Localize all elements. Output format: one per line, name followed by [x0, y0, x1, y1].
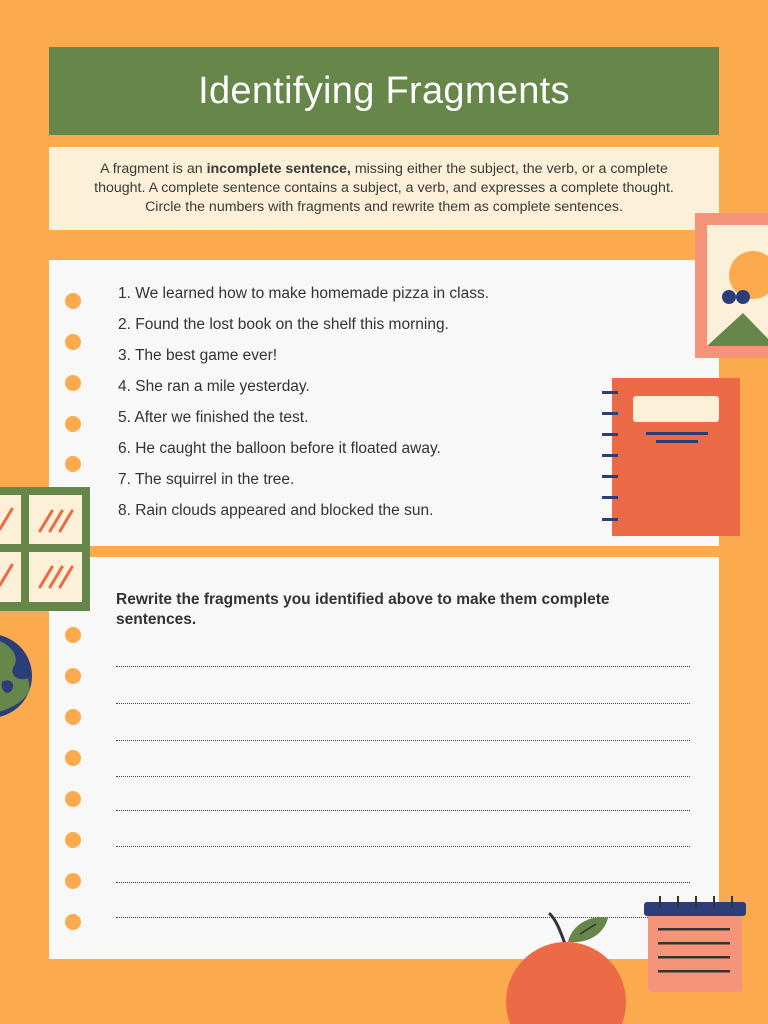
writing-line[interactable] — [116, 810, 690, 811]
sentence-item: 3. The best game ever! — [118, 347, 278, 364]
binder-hole — [65, 416, 81, 432]
binder-hole — [65, 750, 81, 766]
apple-icon — [500, 910, 630, 1024]
intro-text-bold: incomplete sentence, — [206, 161, 351, 177]
notebook-icon — [602, 378, 742, 538]
sentence-item: 2. Found the lost book on the shelf this morning. — [118, 316, 449, 333]
sentence-list — [118, 283, 489, 531]
writing-line[interactable] — [116, 666, 690, 667]
binder-hole — [65, 293, 81, 309]
binder-hole — [65, 914, 81, 930]
binder-hole — [65, 791, 81, 807]
sentence-item: 5. After we finished the test. — [118, 409, 309, 426]
intro-text-part1: A fragment is an — [100, 161, 207, 177]
binder-hole — [65, 709, 81, 725]
globe-icon — [0, 632, 34, 720]
sentence-item: 6. He caught the balloon before it floated away. — [118, 440, 441, 457]
intro-text-part2: missing either the subject, the verb, or a complete thought. A complete sentence contains a subject, a verb, and expresses a complete thought. Circle the numbers with fragments and rewrite them as complete sentences. — [94, 161, 674, 215]
window-icon — [0, 487, 92, 613]
sentence-item: 1. We learned how to make homemade pizza in class. — [118, 285, 490, 302]
writing-line[interactable] — [116, 776, 690, 777]
page-title-text: Identifying Fragments — [198, 69, 570, 112]
binder-hole — [65, 873, 81, 889]
writing-line[interactable] — [116, 882, 690, 883]
sentence-item: 4. She ran a mile yesterday. — [118, 378, 310, 395]
writing-line[interactable] — [116, 846, 690, 847]
binder-hole — [65, 334, 81, 350]
binder-hole — [65, 832, 81, 848]
page-title — [49, 47, 719, 135]
binder-hole — [65, 668, 81, 684]
picture-frame-icon — [695, 213, 768, 358]
writing-line[interactable] — [116, 740, 690, 741]
sentence-item: 8. Rain clouds appeared and blocked the sun. — [118, 502, 434, 519]
notepad-icon — [642, 894, 748, 994]
sentence-item: 7. The squirrel in the tree. — [118, 471, 295, 488]
rewrite-prompt: Rewrite the fragments you identified above to make them complete sentences. — [116, 591, 610, 628]
writing-line[interactable] — [116, 703, 690, 704]
intro-box — [49, 147, 719, 230]
binder-hole — [65, 456, 81, 472]
binder-hole — [65, 375, 81, 391]
binder-hole — [65, 627, 81, 643]
